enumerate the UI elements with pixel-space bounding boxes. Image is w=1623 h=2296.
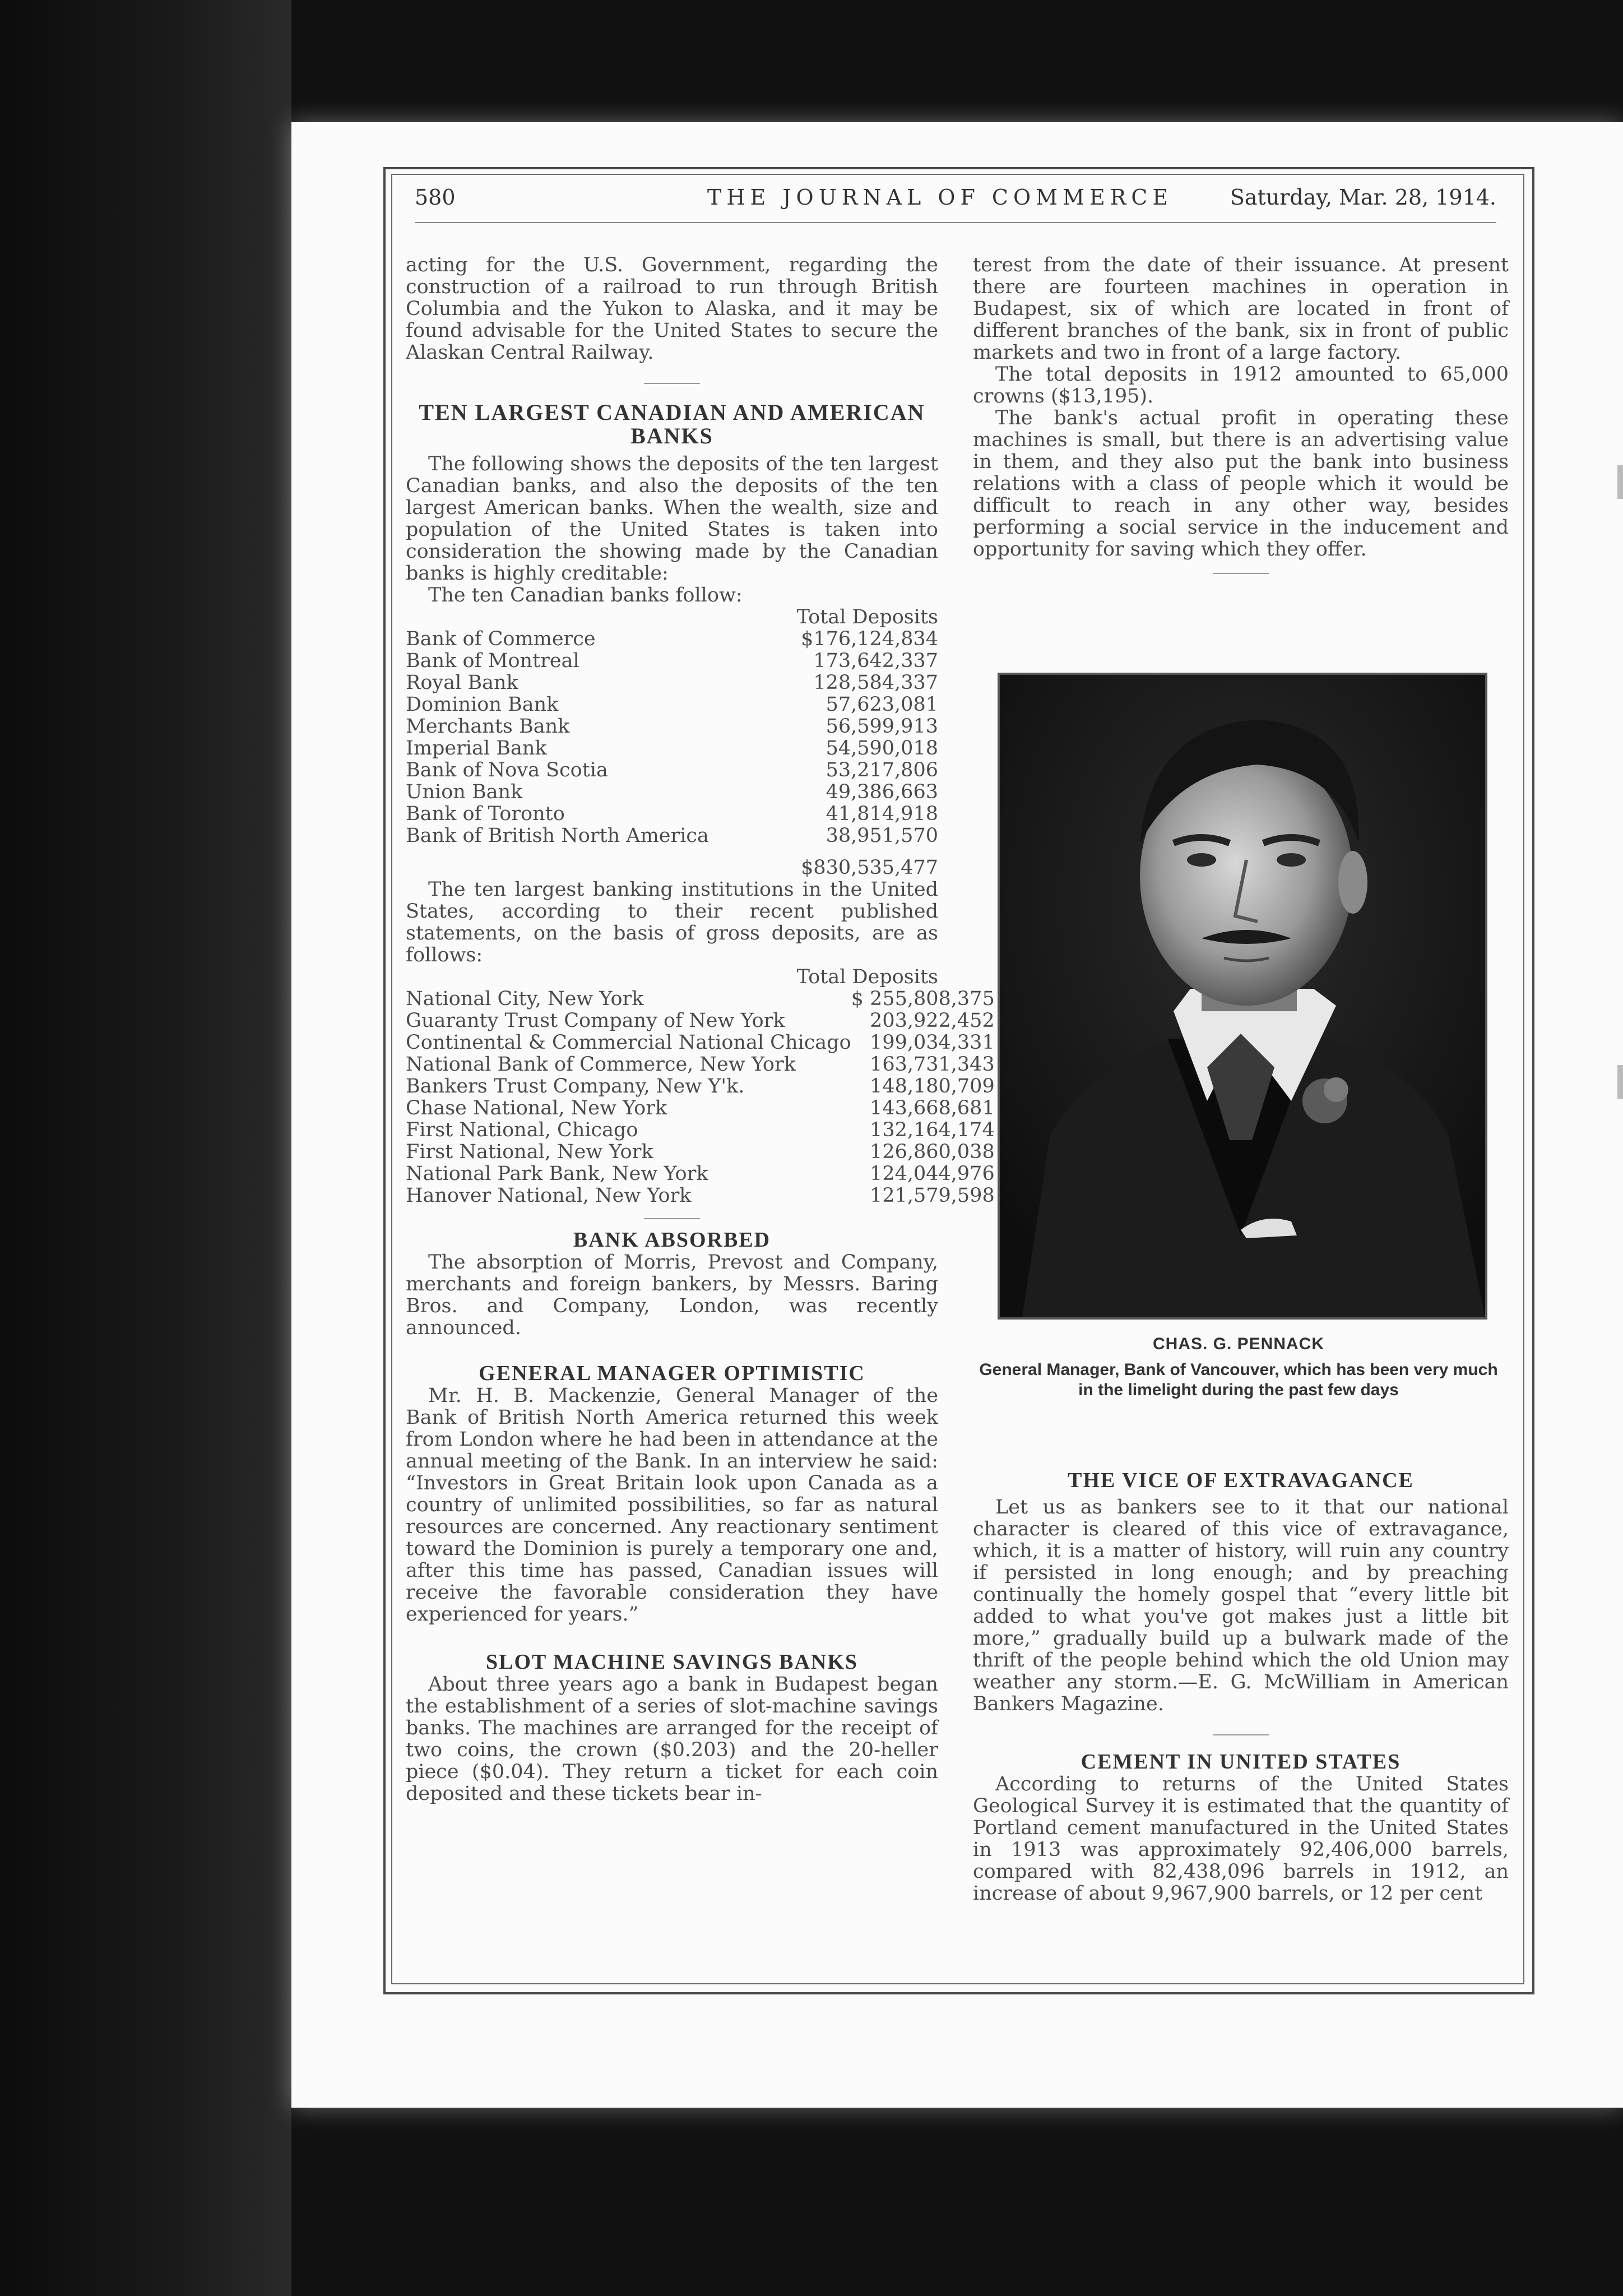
bank-deposits: 148,180,709 xyxy=(870,1075,995,1098)
bank-name: Hanover National, New York xyxy=(406,1185,692,1207)
general-manager-paragraph: Mr. H. B. Mackenzie, General Manager of the Bank of British North America returned this week from London where he had been in attendance at the annual meeting of the Bank. In an interview he said: “Investors in Great Britain look upon Canada as a country of unlimited possibilities, so far as natural resources are concerned. Any reactionary sentiment toward the Dominion is purely a temporary one and, after this time has passed, Canadian issues will receive the favorable consideration they have experienced for years.” xyxy=(406,1385,938,1626)
slot-machine-heading: SLOT MACHINE SAVINGS BANKS xyxy=(485,1650,859,1674)
bank-name: Guaranty Trust Company of New York xyxy=(406,1010,785,1032)
american-banks-intro: The ten largest banking institutions in the United States, according to their recent published statements, on the basis of gross deposits, are as follows: xyxy=(406,878,938,966)
bank-name: Bank of Nova Scotia xyxy=(406,760,608,781)
general-manager-heading: GENERAL MANAGER OPTIMISTIC xyxy=(479,1362,865,1385)
portrait-caption xyxy=(970,1334,1508,1400)
bank-deposits: 57,623,081 xyxy=(826,693,938,716)
bank-name: Bank of Commerce xyxy=(406,628,596,650)
slot-machine-continued: terest from the date of their issuance. At present there are fourteen machines in operation in Budapest, six of which are located in front of different branches of the bank, six in front of public markets and two in front of a large factory. xyxy=(973,254,1509,364)
table-row xyxy=(406,1032,995,1054)
bank-deposits: 199,034,331 xyxy=(870,1031,995,1054)
bank-name: Royal Bank xyxy=(406,672,518,694)
right-column-top xyxy=(973,254,1509,574)
bank-name: National Park Bank, New York xyxy=(406,1163,708,1185)
table-row xyxy=(406,694,938,716)
bank-name: Bank of Toronto xyxy=(406,803,565,825)
cement-paragraph: According to returns of the United States Geological Survey it is estimated that the quantity of Portland cement manufactured in the United States in 1913 was approximately 92,406,000 barrels, compared with 82,438,096 barrels in 1912, an increase of about 9,967,900 barrels, or 12 per cent xyxy=(973,1773,1509,1905)
bank-name: Merchants Bank xyxy=(406,716,570,738)
table-row xyxy=(406,650,938,672)
bank-name: National City, New York xyxy=(406,988,644,1010)
canadian-total: $830,535,477 xyxy=(801,857,938,879)
american-banks-table xyxy=(406,988,995,1207)
bank-name: Imperial Bank xyxy=(406,738,547,760)
table-row xyxy=(406,1119,995,1141)
table-row xyxy=(406,988,995,1010)
table-row xyxy=(406,1185,995,1207)
slot-machine-profit: The bank's actual profit in operating these machines is small, but there is an advertising value in them, and they also put the bank into business relations with a class of people which it would be difficult to reach in any other way, besides performing a social service in the inducement and opportunity for saving which they offer. xyxy=(973,407,1509,561)
bank-name: Bank of British North America xyxy=(406,825,709,847)
table-row xyxy=(406,1141,995,1163)
bank-deposits: 56,599,913 xyxy=(826,715,938,738)
page-edge-mark xyxy=(1617,465,1623,499)
bank-deposits: 53,217,806 xyxy=(826,759,938,781)
bank-name: Chase National, New York xyxy=(406,1098,667,1119)
page-header xyxy=(415,185,1496,216)
bank-deposits: 128,584,337 xyxy=(813,672,938,694)
header-rule xyxy=(415,222,1496,223)
right-column-bottom xyxy=(973,1469,1509,1905)
masthead-title: THE JOURNAL OF COMMERCE xyxy=(707,185,1174,210)
portrait-illustration xyxy=(1000,675,1485,1317)
american-total-deposits-header: Total Deposits xyxy=(796,966,938,988)
bank-absorbed-heading: BANK ABSORBED xyxy=(573,1228,771,1252)
vice-heading: THE VICE OF EXTRAVAGANCE xyxy=(1068,1469,1414,1492)
table-row xyxy=(406,825,938,847)
canadian-total-deposits-header: Total Deposits xyxy=(796,606,938,628)
bank-deposits: 124,044,976 xyxy=(870,1163,995,1185)
table-row xyxy=(406,1054,995,1076)
table-row xyxy=(406,781,938,803)
canadian-banks-intro: The ten Canadian banks follow: xyxy=(428,584,743,607)
table-row xyxy=(406,1010,995,1032)
section-divider xyxy=(1213,573,1269,574)
table-row xyxy=(406,1098,995,1119)
bank-absorbed-paragraph: The absorption of Morris, Prevost and Company, merchants and foreign bankers, by Messrs. Baring Bros. and Company, London, was recently announced. xyxy=(406,1251,938,1339)
bank-deposits: 132,164,174 xyxy=(870,1119,995,1141)
bank-name: Dominion Bank xyxy=(406,694,559,716)
table-row xyxy=(406,672,938,694)
table-row xyxy=(406,738,938,760)
bank-deposits: 121,579,598 xyxy=(870,1184,995,1207)
bank-deposits: $ 255,808,375 xyxy=(851,988,995,1010)
bank-deposits: 54,590,018 xyxy=(826,737,938,760)
table-row xyxy=(406,760,938,781)
table-row xyxy=(406,1163,995,1185)
portrait-photo xyxy=(998,673,1487,1320)
bank-deposits: 126,860,038 xyxy=(870,1141,995,1163)
table-row xyxy=(406,716,938,738)
bank-name: Union Bank xyxy=(406,781,523,803)
bank-deposits: 163,731,343 xyxy=(870,1053,995,1076)
table-row xyxy=(406,803,938,825)
left-column xyxy=(406,254,995,1805)
bank-deposits: 41,814,918 xyxy=(826,803,938,825)
cement-heading: CEMENT IN UNITED STATES xyxy=(1081,1750,1401,1774)
bank-name: Continental & Commercial National Chicago xyxy=(406,1032,851,1054)
banks-heading: TEN LARGEST CANADIAN AND AMERICAN BANKS xyxy=(419,400,925,448)
caption-text: General Manager, Bank of Vancouver, which has been very much in the limelight during the past few days xyxy=(979,1360,1498,1399)
bank-name: First National, Chicago xyxy=(406,1119,638,1141)
intro-paragraph: acting for the U.S. Government, regarding the construction of a railroad to run through British Columbia and the Yukon to Alaska, and it may be found advisable for the United States to secure the Alaskan Central Railway. xyxy=(406,254,938,364)
banks-intro-paragraph: The following shows the deposits of the ten largest Canadian banks, and also the deposits of the ten largest American banks. When the wealth, size and population of the United States is taken into consideration the showing made by the Canadian banks is highly creditable: xyxy=(406,453,938,585)
bank-deposits: 49,386,663 xyxy=(826,781,938,803)
canadian-banks-table xyxy=(406,628,938,847)
slot-machine-paragraph: About three years ago a bank in Budapest began the establishment of a series of slot-machine savings banks. The machines are arranged for the receipt of two coins, the crown ($0.203) and the 20-heller piece ($0.04). They return a ticket for each coin deposited and these tickets bear in- xyxy=(406,1673,938,1805)
bank-name: Bankers Trust Company, New Y'k. xyxy=(406,1076,745,1098)
bank-name: First National, New York xyxy=(406,1141,653,1163)
vice-paragraph: Let us as bankers see to it that our national character is cleared of this vice of extravagance, which, it is a matter of history, will ruin any country if persisted in long enough; and by preaching continually the homely gospel that “every little bit added to what you've got makes just a little bit more,” gradually build up a bulwark made of the thrift of the people behind which the old Union may weather any storm.—E. G. McWilliam in American Bankers Magazine. xyxy=(973,1496,1509,1715)
bank-deposits: 173,642,337 xyxy=(813,650,938,672)
issue-date: Saturday, Mar. 28, 1914. xyxy=(1230,185,1496,210)
bank-deposits: 203,922,452 xyxy=(870,1010,995,1032)
bank-name: Bank of Montreal xyxy=(406,650,579,672)
scan-background xyxy=(0,0,291,2296)
bank-deposits: $176,124,834 xyxy=(801,628,938,650)
bank-deposits: 38,951,570 xyxy=(826,825,938,847)
page-edge-mark xyxy=(1617,1065,1623,1099)
bank-deposits: 143,668,681 xyxy=(870,1097,995,1119)
page-number: 580 xyxy=(415,185,456,210)
table-row xyxy=(406,1076,995,1098)
slot-machine-deposits: The total deposits in 1912 amounted to 65,000 crowns ($13,195). xyxy=(973,363,1509,408)
bank-name: National Bank of Commerce, New York xyxy=(406,1054,796,1076)
caption-name: CHAS. G. PENNACK xyxy=(1152,1335,1325,1353)
table-row xyxy=(406,628,938,650)
